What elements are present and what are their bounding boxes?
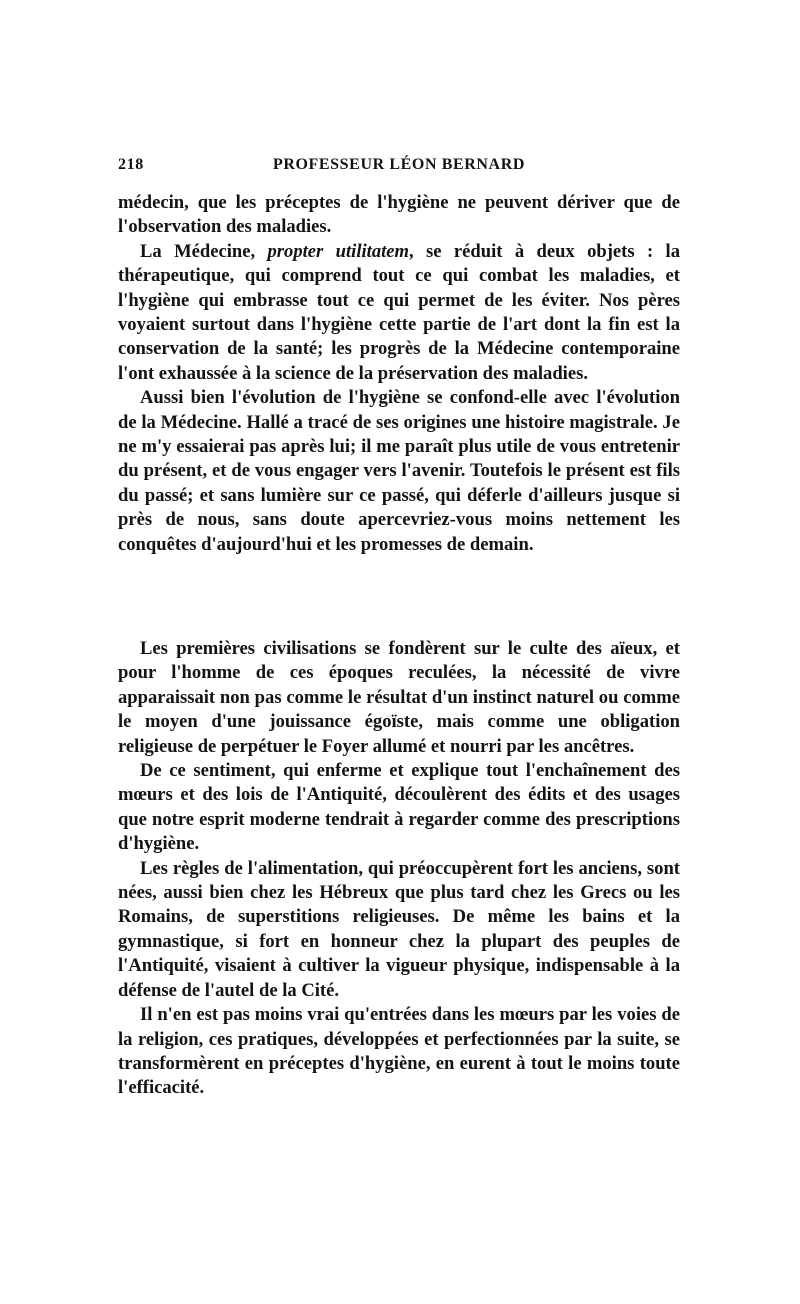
running-header xyxy=(118,156,680,180)
latin-phrase: propter utilitatem xyxy=(267,240,410,262)
paragraph-sentiment: De ce sentiment, qui enferme et explique tout l'enchaînement des mœurs et des lois de l'Antiquité, découlèrent des édits et des usages que notre esprit moderne tendrait à regarder comme des prescriptions d'hygiène. xyxy=(118,760,680,855)
section-one xyxy=(118,191,680,557)
paragraph-medecine-lead: La Médecine, xyxy=(140,240,268,262)
section-two xyxy=(118,637,680,1101)
paragraph-medecine xyxy=(118,240,680,386)
paragraph-continuation: médecin, que les préceptes de l'hygiène ne peuvent dériver que de l'observation des maladies. xyxy=(118,192,680,238)
paragraph-medecine-rest: , se réduit à deux objets : la thérapeutique, qui comprend tout ce qui combat les maladies, et l'hygiène qui embrasse tout ce qui permet de les éviter. Nos pères voyaient surtout dans l'hygiène cette partie de l'art dont la fin est la conservation de la santé; les progrès de la Médecine contemporaine l'ont exhaussée à la science de la préservation des maladies. xyxy=(118,240,680,384)
paragraph-evolution: Aussi bien l'évolution de l'hygiène se confond-elle avec l'évolution de la Médecine. Hallé a tracé de ses origines une histoire magistrale. Je ne m'y essaierai pas après lui; il me paraît plus utile de vous entretenir du présent, et de vous engager vers l'avenir. Toutefois le présent est fils du passé; et sans lumière sur ce passé, qui déferle d'ailleurs jusque si près de nous, sans doute apercevriez-vous moins nettement les conquêtes d'aujourd'hui et les promesses de demain. xyxy=(118,387,680,555)
page-number: 218 xyxy=(118,156,144,173)
paragraph-civilisations: Les premières civilisations se fondèrent sur le culte des aïeux, et pour l'homme de ces époques reculées, la nécessité de vivre apparaissait non pas comme le résultat d'un instinct naturel ou comme le moyen d'une jouissance égoïste, mais comme une obligation religieuse de perpétuer le Foyer allumé et nourri par les ancêtres. xyxy=(118,638,680,757)
paragraph-alimentation: Les règles de l'alimentation, qui préoccupèrent fort les anciens, sont nées, aussi bien chez les Hébreux que plus tard chez les Grecs ou les Romains, de superstitions religieuses. De même les bains et la gymnastique, si fort en honneur chez la plupart des peuples de l'Antiquité, visaient à cultiver la vigueur physique, indispensable à la défense de l'autel de la Cité. xyxy=(118,857,680,1001)
paragraph-pratiques: Il n'en est pas moins vrai qu'entrées dans les mœurs par les voies de la religion, ces pratiques, développées et perfectionnées par la suite, se transformèrent en préceptes d'hygiène, en eurent à tout le moins toute l'efficacité. xyxy=(118,1004,680,1099)
running-title: PROFESSEUR LÉON BERNARD xyxy=(272,156,526,173)
